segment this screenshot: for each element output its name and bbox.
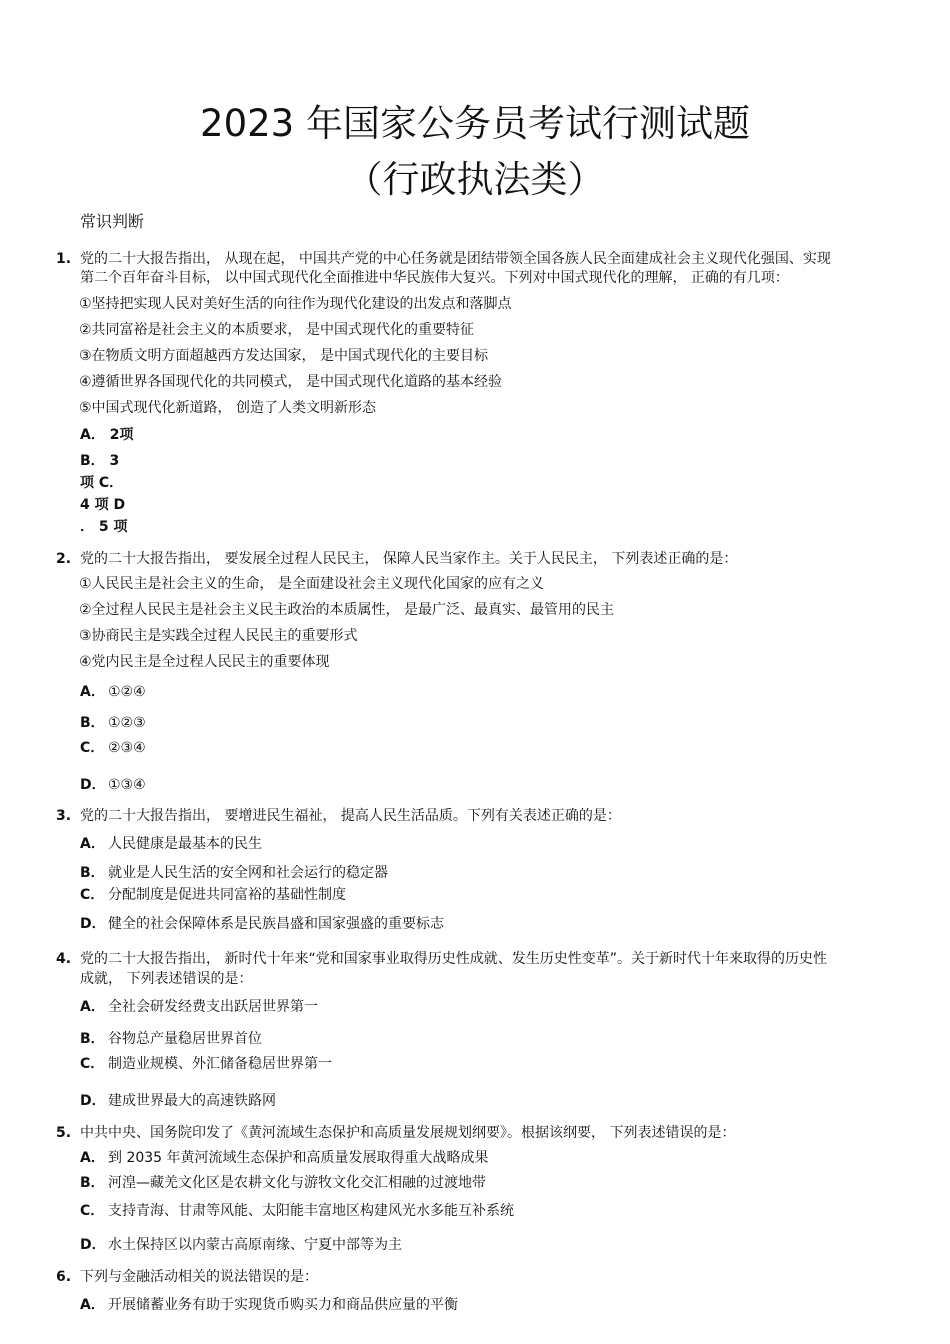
question-stem: 党的二十大报告指出， 要发展全过程人民民主， 保障人民当家作主。关于人民民主， 下列表述正确的是： bbox=[80, 551, 738, 567]
option-label: D． bbox=[80, 916, 106, 932]
statement: ⑤中国式现代化新道路， 创造了人类文明新形态 bbox=[79, 400, 376, 416]
option-d bbox=[80, 775, 146, 795]
option-label: D． bbox=[80, 1237, 106, 1253]
option-b bbox=[80, 1173, 486, 1193]
statement: ④遵循世界各国现代化的共同模式， 是中国式现代化道路的基本经验 bbox=[79, 374, 502, 390]
question-stem: 中共中央、国务院印发了《黄河流域生态保护和高质量发展规划纲要》。根据该纲要， 下列表述错误的是： bbox=[80, 1125, 736, 1141]
question-stem: 成就， 下列表述错误的是： bbox=[80, 971, 253, 987]
option-fragment: 4 项 D bbox=[80, 497, 126, 513]
statement: ①人民民主是社会主义的生命， 是全面建设社会主义现代化国家的应有之义 bbox=[79, 576, 544, 592]
option-text: 到 2035 年黄河流域生态保护和高质量发展取得重大战略成果 bbox=[108, 1150, 489, 1166]
option-a bbox=[80, 834, 262, 854]
option-label: C． bbox=[80, 887, 105, 903]
statement: ①坚持把实现人民对美好生活的向往作为现代化建设的出发点和落脚点 bbox=[79, 296, 512, 312]
option-text: 建成世界最大的高速铁路网 bbox=[108, 1093, 276, 1109]
option-c bbox=[80, 885, 346, 905]
option-b bbox=[80, 863, 388, 883]
option-b bbox=[80, 713, 146, 733]
option-fragment: ． 5 项 bbox=[80, 519, 128, 535]
question-number: 1. bbox=[56, 251, 72, 267]
option-text: 就业是人民生活的安全网和社会运行的稳定器 bbox=[108, 865, 388, 881]
option-label: B． bbox=[80, 1031, 105, 1047]
option-label: A． bbox=[80, 1297, 105, 1313]
option-d bbox=[80, 1091, 276, 1111]
option-label: C． bbox=[80, 740, 105, 756]
option-fragment: 项 C． bbox=[80, 475, 124, 491]
option-text: 全社会研发经费支出跃居世界第一 bbox=[108, 999, 318, 1015]
option-label: A． bbox=[80, 836, 105, 852]
option-b: B． 3 bbox=[80, 453, 120, 469]
option-text: 水土保持区以内蒙古高原南缘、宁夏中部等为主 bbox=[108, 1237, 402, 1253]
section-heading: 常识判断 bbox=[80, 212, 145, 231]
statement: ④党内民主是全过程人民民主的重要体现 bbox=[79, 654, 330, 670]
option-label: C． bbox=[80, 1056, 105, 1072]
statement: ③协商民主是实践全过程人民民主的重要形式 bbox=[79, 628, 358, 644]
question-stem: 下列与金融活动相关的说法错误的是： bbox=[80, 1269, 318, 1285]
option-label: A． bbox=[80, 684, 105, 700]
option-d bbox=[80, 1235, 402, 1255]
option-c bbox=[80, 738, 146, 758]
question-stem: 党的二十大报告指出， 要增进民生福祉， 提高人民生活品质。下列有关表述正确的是： bbox=[80, 808, 621, 824]
option-text: 人民健康是最基本的民生 bbox=[108, 836, 262, 852]
option-text: 制造业规模、外汇储备稳居世界第一 bbox=[108, 1056, 332, 1072]
option-label: C． bbox=[80, 1203, 105, 1219]
question-stem: 党的二十大报告指出， 从现在起， 中国共产党的中心任务就是团结带领全国各族人民全面建成社会主义现代化强国、实现 bbox=[80, 251, 831, 267]
page-title: 2023 年国家公务员考试行测试题 bbox=[200, 102, 750, 145]
option-a: A． 2项 bbox=[80, 427, 134, 443]
question-number: 4. bbox=[56, 951, 72, 967]
option-c bbox=[80, 1054, 332, 1074]
option-text: ①③④ bbox=[108, 777, 146, 793]
option-a bbox=[80, 1295, 458, 1315]
option-text: 谷物总产量稳居世界首位 bbox=[108, 1031, 262, 1047]
option-d bbox=[80, 914, 444, 934]
option-text: 健全的社会保障体系是民族昌盛和国家强盛的重要标志 bbox=[108, 916, 444, 932]
statement: ②全过程人民民主是社会主义民主政治的本质属性， 是最广泛、最真实、最管用的民主 bbox=[79, 602, 614, 618]
option-a bbox=[80, 997, 318, 1017]
question-number: 5. bbox=[56, 1125, 72, 1141]
option-label: A． bbox=[80, 999, 105, 1015]
option-b bbox=[80, 1029, 262, 1049]
option-label: B． bbox=[80, 865, 105, 881]
option-label: D． bbox=[80, 777, 106, 793]
option-text: 支持青海、甘肃等风能、太阳能丰富地区构建风光水多能互补系统 bbox=[108, 1203, 514, 1219]
statement: ③在物质文明方面超越西方发达国家， 是中国式现代化的主要目标 bbox=[79, 348, 488, 364]
page-subtitle: （行政执法类） bbox=[345, 158, 605, 201]
option-text: ②③④ bbox=[108, 740, 146, 756]
statement: ②共同富裕是社会主义的本质要求， 是中国式现代化的重要特征 bbox=[79, 322, 474, 338]
question-number: 3. bbox=[56, 808, 72, 824]
option-a bbox=[80, 1148, 489, 1168]
option-a bbox=[80, 682, 146, 702]
option-label: B． bbox=[80, 715, 105, 731]
option-label: D． bbox=[80, 1093, 106, 1109]
option-text: 分配制度是促进共同富裕的基础性制度 bbox=[108, 887, 346, 903]
option-text: ①②③ bbox=[108, 715, 146, 731]
option-text: 开展储蓄业务有助于实现货币购买力和商品供应量的平衡 bbox=[108, 1297, 458, 1313]
option-text: ①②④ bbox=[108, 684, 146, 700]
option-c bbox=[80, 1201, 514, 1221]
question-number: 6. bbox=[56, 1269, 72, 1285]
option-text: 河湟—藏羌文化区是农耕文化与游牧文化交汇相融的过渡地带 bbox=[108, 1175, 486, 1191]
option-label: B． bbox=[80, 1175, 105, 1191]
question-number: 2. bbox=[56, 551, 72, 567]
question-stem: 党的二十大报告指出， 新时代十年来“党和国家事业取得历史性成就、发生历史性变革”。关于新时代十年来取得的历史性 bbox=[80, 951, 827, 967]
question-stem: 第二个百年奋斗目标， 以中国式现代化全面推进中华民族伟大复兴。下列对中国式现代化的理解， 正确的有几项： bbox=[80, 270, 789, 286]
option-label: A． bbox=[80, 1150, 105, 1166]
